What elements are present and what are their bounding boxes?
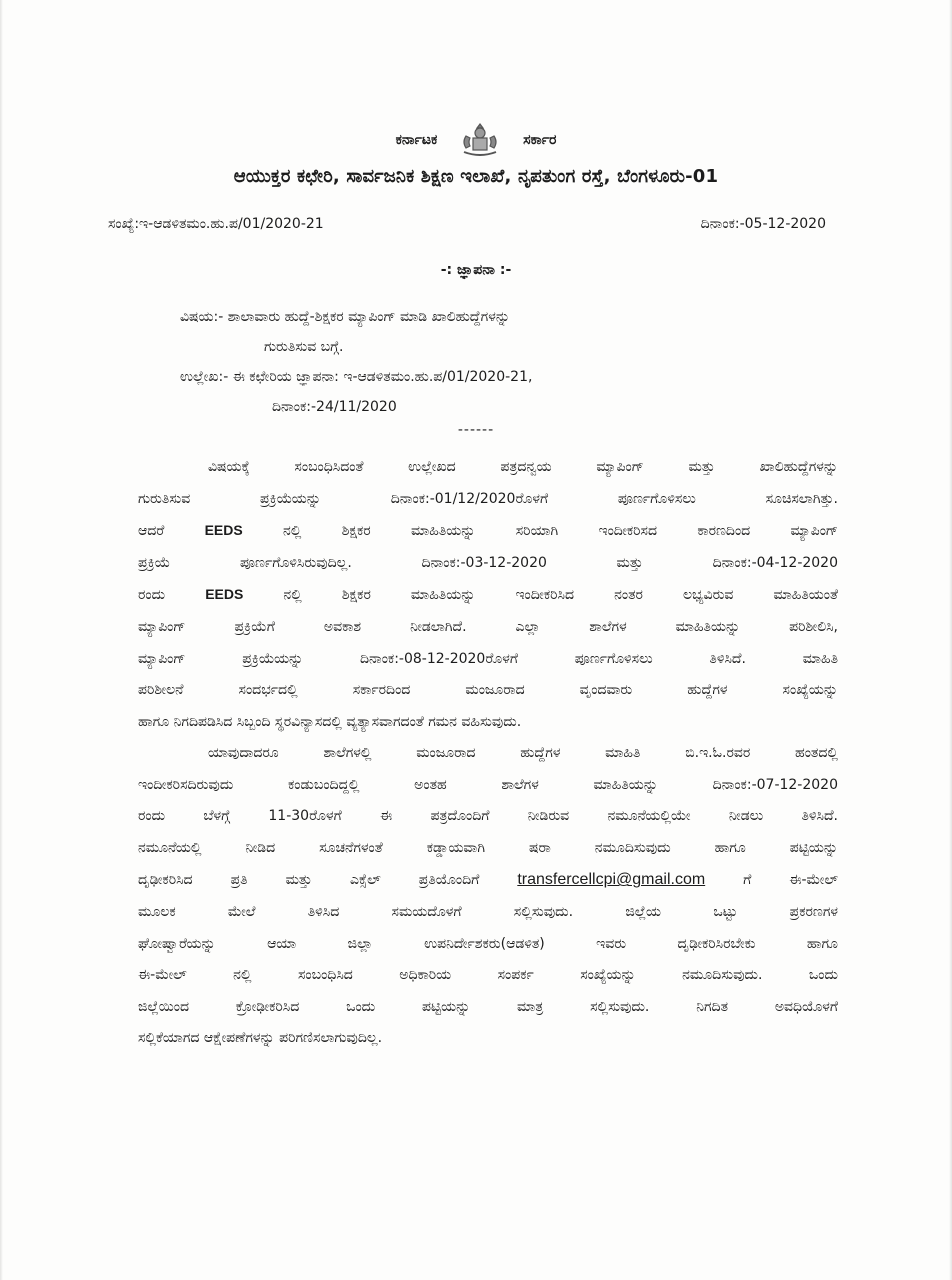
paragraph-2-line: ರಂದು ಬೆಳಗ್ಗೆ 11-30ರೊಳಗೆ ಈ ಪತ್ರದೊಂದಿಗೆ ನೀಡಿರುವ ನಮೂನೆಯಲ್ಲಿಯೇ ನೀಡಲು ತಿಳಿಸಿದೆ.	[138, 808, 838, 825]
text-fragment: ರಂದು	[138, 587, 166, 604]
subject-line-1: ವಿಷಯ:- ಶಾಲಾವಾರು ಹುದ್ದೆ-ಶಿಕ್ಷಕರ ಮ್ಯಾಪಿಂಗ್ ಮಾಡಿ ಖಾಲಿಹುದ್ದೆಗಳನ್ನು	[180, 309, 510, 325]
scan-left-edge	[0, 0, 3, 1280]
paragraph-2-line: ನಮೂನೆಯಲ್ಲಿ ನೀಡಿದ ಸೂಚನೆಗಳಂತೆ ಕಡ್ಡಾಯವಾಗಿ ಷರಾ ನಮೂದಿಸುವುದು ಹಾಗೂ ಪಟ್ಟಿಯನ್ನು	[138, 839, 838, 856]
paragraph-2-line: ಸಲ್ಲಿಕೆಯಾಗದ ಆಕ್ಷೇಪಣೆಗಳನ್ನು ಪರಿಗಣಿಸಲಾಗುವುದಿಲ್ಲ.	[138, 1030, 383, 1047]
reference-line-1: ಉಲ್ಲೇಖ:- ಈ ಕಛೇರಿಯ ಜ್ಞಾಪನಾ: ಇ-ಆಡಳಿತಮಂ.ಹು.ಪ/01/2020-21,	[180, 369, 533, 385]
document-date: ದಿನಾಂಕ:-05-12-2020	[700, 216, 826, 232]
paragraph-2-line: ಇಂದೀಕರಿಸದಿರುವುದು ಕಂಡುಬಂದಿದ್ದಲ್ಲಿ ಅಂತಹ ಶಾಲೆಗಳ ಮಾಹಿತಿಯನ್ನು ದಿನಾಂಕ:-07-12-2020	[138, 776, 838, 793]
paragraph-1-line: ಪ್ರಕ್ರಿಯೆ ಪೂರ್ಣಗೊಳಿಸಿರುವುದಿಲ್ಲ. ದಿನಾಂಕ:-03-12-2020 ಮತ್ತು ದಿನಾಂಕ:-04-12-2020	[138, 554, 838, 571]
eeds-label: EEDS	[204, 522, 243, 539]
paragraph-2-line	[138, 864, 838, 897]
subject-line-2: ಗುರುತಿಸುವ ಬಗ್ಗೆ.	[264, 339, 344, 355]
reference-line-2: ದಿನಾಂಕ:-24/11/2020	[272, 399, 397, 415]
subject-block	[180, 302, 760, 422]
paragraph-2	[138, 738, 838, 1055]
paragraph-1-line: ಮ್ಯಾಪಿಂಗ್ ಪ್ರಕ್ರಿಯೆಯನ್ನು ದಿನಾಂಕ:-08-12-2020ರೊಳಗೆ ಪೂರ್ಣಗೊಳಿಸಲು ತಿಳಿಸಿದೆ. ಮಾಹಿತಿ	[138, 650, 838, 667]
letterhead-state-row	[0, 120, 952, 160]
paragraph-1	[138, 452, 838, 738]
reference-number: ಸಂಖ್ಯೆ:ಇ-ಆಡಳಿತಮಂ.ಹು.ಪ/01/2020-21	[108, 216, 324, 232]
eeds-label: EEDS	[205, 586, 244, 603]
text-fragment: ನಲ್ಲಿ ಶಿಕ್ಷಕರ ಮಾಹಿತಿಯನ್ನು ಇಂದೀಕರಿಸಿದ ನಂತರ ಲಭ್ಯವಿರುವ ಮಾಹಿತಿಯಂತೆ	[283, 587, 838, 604]
paragraph-1-line: ಗುರುತಿಸುವ ಪ್ರಕ್ರಿಯೆಯನ್ನು ದಿನಾಂಕ:-01/12/2020ರೊಳಗೆ ಪೂರ್ಣಗೊಳಿಸಲು ಸೂಚಿಸಲಾಗಿತ್ತು.	[138, 490, 838, 507]
notice-title: -: ಜ್ಞಾಪನಾ :-	[440, 262, 512, 278]
paragraph-1-line	[138, 579, 838, 612]
paragraph-1-line: ವಿಷಯಕ್ಕೆ ಸಂಬಂಧಿಸಿದಂತೆ ಉಲ್ಲೇಖದ ಪತ್ರದನ್ವಯ ಮ್ಯಾಪಿಂಗ್ ಮತ್ತು ಖಾಲಿಹುದ್ದೆಗಳನ್ನು	[208, 459, 838, 475]
state-name-left: ಕರ್ನಾಟಕ	[395, 132, 438, 148]
office-heading: ಆಯುಕ್ತರ ಕಛೇರಿ, ಸಾರ್ವಜನಿಕ ಶಿಕ್ಷಣ ಇಲಾಖೆ, ನೃಪತುಂಗ ರಸ್ತೆ, ಬೆಂಗಳೂರು-01	[233, 166, 719, 187]
karnataka-state-emblem-icon	[456, 120, 504, 160]
paragraph-2-line: ಯಾವುದಾದರೂ ಶಾಲೆಗಳಲ್ಲಿ ಮಂಜೂರಾದ ಹುದ್ದೆಗಳ ಮಾಹಿತಿ ಬಿ.ಇ.ಓ.ರವರ ಹಂತದಲ್ಲಿ	[208, 745, 838, 761]
text-fragment: ಆದರೆ	[138, 523, 165, 540]
paragraph-2-line: ಮೂಲಕ ಮೇಲೆ ತಿಳಿಸಿದ ಸಮಯದೊಳಗೆ ಸಲ್ಲಿಸುವುದು. ಜಿಲ್ಲೆಯ ಒಟ್ಟು ಪ್ರಕರಣಗಳ	[138, 903, 838, 920]
text-fragment: ದೃಢೀಕರಿಸಿದ ಪ್ರತಿ ಮತ್ತು ಎಕ್ಸೆಲ್ ಪ್ರತಿಯೊಂದಿಗೆ	[138, 872, 480, 889]
paragraph-2-line: ಜಿಲ್ಲೆಯಿಂದ ಕ್ರೋಢೀಕರಿಸಿದ ಒಂದು ಪಟ್ಟಿಯನ್ನು ಮಾತ್ರ ಸಲ್ಲಿಸುವುದು. ನಿಗದಿತ ಅವಧಿಯೊಳಗೆ	[138, 998, 838, 1015]
paragraph-1-line: ಮ್ಯಾಪಿಂಗ್ ಪ್ರಕ್ರಿಯೆಗೆ ಅವಕಾಶ ನೀಡಲಾಗಿದೆ. ಎಲ್ಲಾ ಶಾಲೆಗಳ ಮಾಹಿತಿಯನ್ನು ಪರಿಶೀಲಿಸಿ,	[138, 618, 838, 635]
paragraph-1-line	[138, 515, 838, 548]
paragraph-1-line: ಹಾಗೂ ನಿಗದಿಪಡಿಸಿದ ಸಿಬ್ಬಂದಿ ಸ್ಥರವಿನ್ಯಾಸದಲ್ಲಿ ವ್ಯತ್ಯಾಸವಾಗದಂತೆ ಗಮನ ವಹಿಸುವುದು.	[138, 713, 522, 730]
text-fragment: ಗೆ ಈ-ಮೇಲ್	[743, 872, 839, 889]
section-divider: ------	[457, 422, 495, 438]
state-name-right: ಸರ್ಕಾರ	[523, 132, 557, 148]
paragraph-2-line: ಈ-ಮೇಲ್ ನಲ್ಲಿ ಸಂಬಂಧಿಸಿದ ಅಧಿಕಾರಿಯ ಸಂಪರ್ಕ ಸಂಖ್ಯೆಯನ್ನು ನಮೂದಿಸುವುದು. ಒಂದು	[138, 967, 838, 984]
text-fragment: ನಲ್ಲಿ ಶಿಕ್ಷಕರ ಮಾಹಿತಿಯನ್ನು ಸರಿಯಾಗಿ ಇಂದೀಕರಿಸದ ಕಾರಣದಿಂದ ಮ್ಯಾಪಿಂಗ್	[283, 523, 839, 540]
paragraph-2-line: ಘೋಷ್ವಾರೆಯನ್ನು ಆಯಾ ಜಿಲ್ಲಾ ಉಪನಿರ್ದೇಶಕರು(ಆಡಳಿತ) ಇವರು ದೃಢೀಕರಿಸಿರಬೇಕು ಹಾಗೂ	[138, 935, 838, 952]
email-link[interactable]: transfercellcpi@gmail.com	[517, 871, 706, 889]
paragraph-1-line: ಪರಿಶೀಲನೆ ಸಂದರ್ಭದಲ್ಲಿ ಸರ್ಕಾರದಿಂದ ಮಂಜೂರಾದ ವೃಂದವಾರು ಹುದ್ದೆಗಳ ಸಂಖ್ಯೆಯನ್ನು	[138, 682, 838, 699]
